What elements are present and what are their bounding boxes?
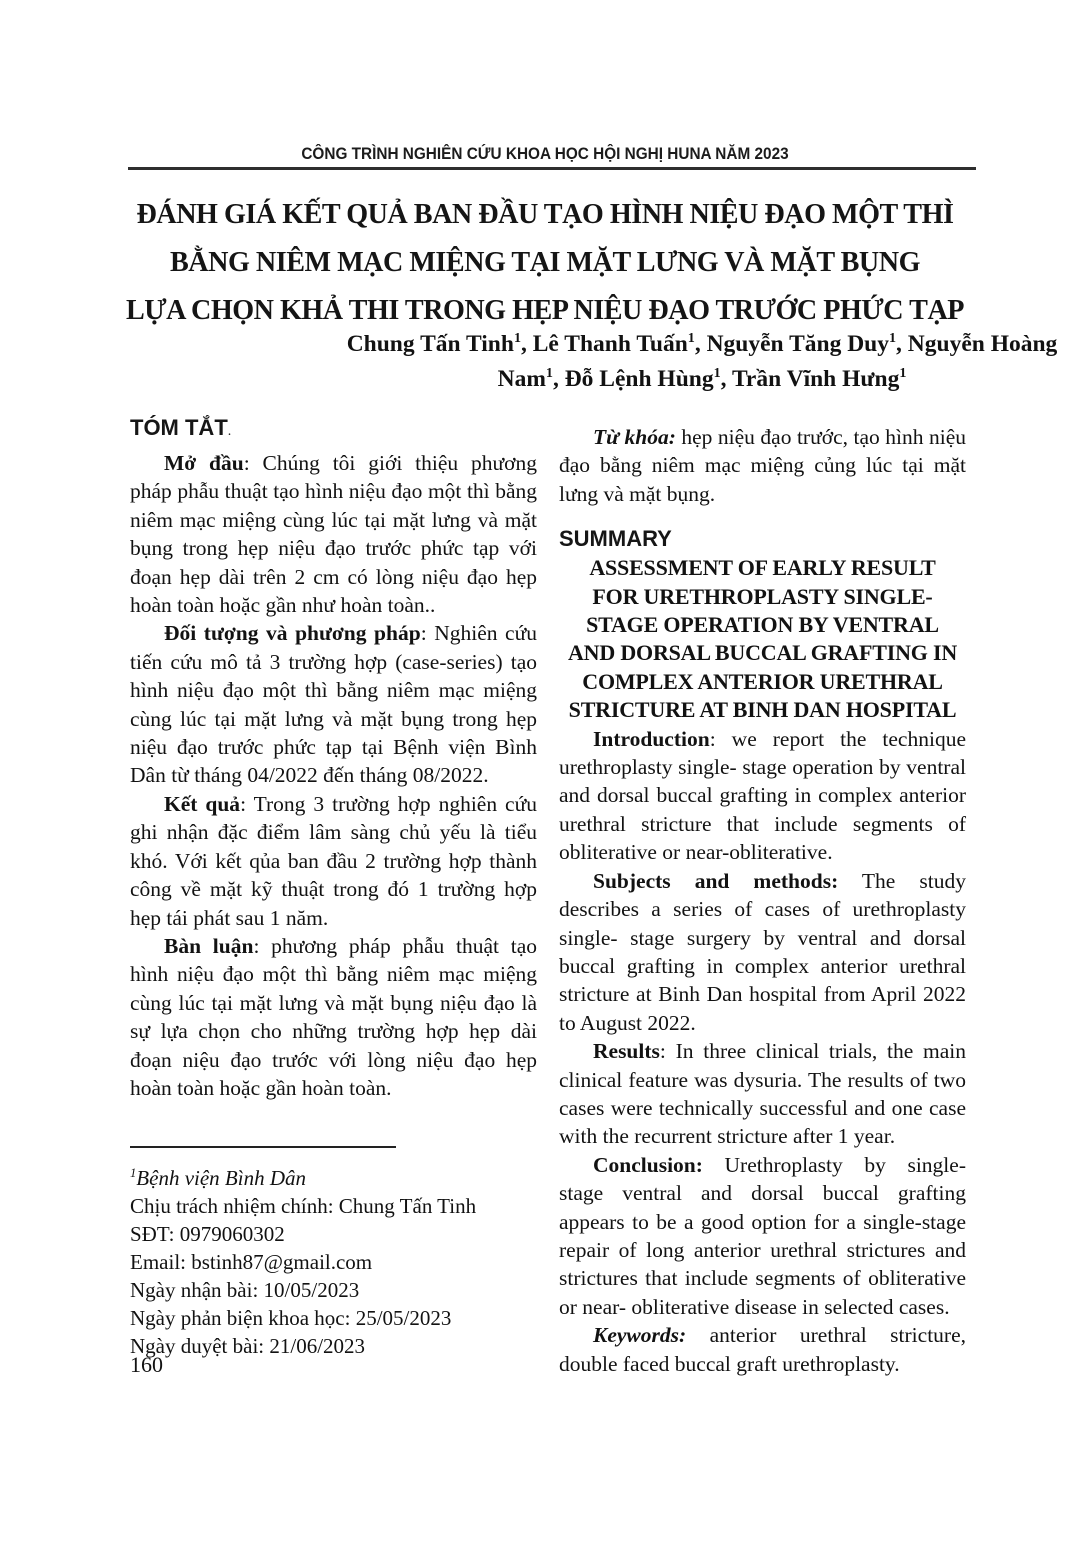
header-rule [128, 167, 976, 170]
paragraph-text: : phương pháp phẫu thuật tạo hình niệu đạo một thì bằng niêm mạc miệng cùng lúc tại mặt lưng và mặt bụng niệu đạo là sự lựa chọn cho những trường hợp hẹp dài đoạn niệu đạo trước với lòng niệu đạo hẹp hoàn toàn hoặc gần hoàn toàn. [130, 933, 537, 1100]
author-affiliation-mark: 1 [687, 330, 695, 347]
footnote-line: SĐT: 0979060302 [130, 1222, 285, 1247]
paragraph-conclusion [559, 1151, 966, 1321]
english-title-line: ASSESSMENT OF EARLY RESULT [589, 555, 936, 581]
paragraph-results [559, 1037, 966, 1151]
paragraph-doi-tuong [130, 619, 537, 789]
paragraph-label: Bàn luận [164, 933, 254, 958]
english-title-line: STRICTURE AT BINH DAN HOSPITAL [568, 697, 957, 723]
author-name: Lê Thanh Tuấn$^1$, [532, 330, 701, 357]
footnote-line: Ngày duyệt bài: 21/06/2023 [130, 1334, 366, 1359]
paragraph-subjects-methods [559, 867, 966, 1037]
author-affiliation-mark: 1 [513, 330, 521, 347]
authors-block [314, 327, 1090, 397]
paragraph-label: Keywords: [593, 1323, 687, 1348]
footnote-line: Email: bstinh87@gmail.com [130, 1250, 373, 1275]
article-title-line: BẰNG NIÊM MẠC MIỆNG TẠI MẶT LƯNG VÀ MẶT BỤNG [170, 246, 920, 278]
english-title-line: STAGE OPERATION BY VENTRAL [586, 612, 939, 638]
footnote-affiliation: $^1$Bệnh viện Bình Dân [130, 1166, 306, 1191]
paragraph-keywords [559, 1321, 966, 1378]
article-title-line: LỰA CHỌN KHẢ THI TRONG HẸP NIỆU ĐẠO TRƯỚC PHỨC TẠP [126, 294, 964, 326]
footnote-line: Ngày nhận bài: 10/05/2023 [130, 1278, 360, 1303]
paragraph-label: Conclusion: [593, 1152, 703, 1177]
paragraph-text: : Trong 3 trường hợp nghiên cứu ghi nhận đặc điểm lâm sàng chủ yếu là tiểu khó. Với kết qủa ban đầu 2 trường hợp thành công về mặt kỹ thuật trong đó 1 trường hợp hẹp tái phát sau 1 năm. [130, 791, 537, 930]
paragraph-ket-qua [130, 790, 537, 932]
paragraph-text: Urethroplasty by single- stage ventral and dorsal buccal grafting appears to be a good option for a single-stage repair of long anterior urethral strictures and strictures that include segments of obliterative or near- obliterative disease in selected cases. [559, 1152, 966, 1319]
paragraph-label: Từ khóa: [593, 425, 676, 449]
paragraph-text: : Nghiên cứu tiến cứu mô tả 3 trường hợp (case-series) tạo hình niệu đạo một thì bằng niêm mạc miệng cùng lúc tại mặt lưng và mặt bụng trong hẹp niệu đạo trước phức tạp tại Bệnh viện Bình Dân từ tháng 04/2022 đến tháng 08/2022. [130, 621, 537, 788]
paragraph-mo-dau [130, 449, 537, 619]
english-title-line: FOR URETHROPLASTY SINGLE- [592, 583, 933, 609]
paragraph-text: : Chúng tôi giới thiệu phương pháp phẫu thuật tạo hình niệu đạo một thì bằng niêm mạc miệng cùng lúc tại mặt lưng và mặt bụng trong hẹp niệu đạo trước phức tạp với đoạn hẹp dài trên 2 cm có lòng niệu đạo hẹp hoàn toàn hoặc gần như hoàn toàn.. [130, 451, 537, 618]
author-affiliation-mark: 1 [545, 365, 553, 382]
footnote-line: Chịu trách nhiệm chính: Chung Tấn Tinh [130, 1194, 477, 1219]
affiliation-mark: 1 [130, 1166, 137, 1181]
author-name: Nguyễn Tăng Duy$^1$, [706, 330, 902, 357]
author-affiliation-mark: 1 [899, 365, 907, 382]
page-number: 160 [130, 1352, 163, 1377]
author-name: Trần Vĩnh Hưng$^1$ [731, 365, 907, 392]
abstract-heading: TÓM TẮT. [130, 415, 232, 440]
right-column [559, 413, 966, 1378]
paragraph-label: Results [593, 1039, 660, 1064]
paragraph-ban-luan [130, 932, 537, 1102]
author-affiliation-mark: 1 [713, 365, 721, 382]
author-name: Chung Tấn Tinh$^1$, [346, 330, 527, 357]
article-title [0, 190, 1090, 334]
two-column-body [130, 413, 966, 1378]
paragraph-label: Introduction [593, 726, 710, 751]
paragraph-label: Subjects and methods: [593, 868, 839, 893]
paragraph-label: Kết quả [164, 791, 241, 816]
author-name: Đỗ Lệnh Hùng$^1$, [564, 365, 727, 392]
running-header-text: CÔNG TRÌNH NGHIÊN CỨU KHOA HỌC HỘI NGHỊ HUNA NĂM 2023 [301, 145, 789, 163]
paragraph-text: anterior urethral stricture, double faced buccal graft urethroplasty. [559, 1323, 966, 1376]
paragraph-text: : we report the technique urethroplasty single- stage operation by ventral and dorsal buccal grafting in complex anterior urethral stricture that include segments of obliterative or near-obliterative. [559, 726, 966, 865]
author-affiliation-mark: 1 [888, 330, 897, 347]
running-header [0, 145, 1090, 164]
paragraph-introduction [559, 725, 966, 867]
paragraph-text: The study describes a series of cases of urethroplasty single- stage surgery by ventral and dorsal buccal grafting in complex anterior urethral stricture at Binh Dan hospital from April 2022 to August 2022. [559, 868, 966, 1035]
paragraph-text: hẹp niệu đạo trước, tạo hình niệu đạo bằng niêm mạc miệng củng lúc tại mặt lưng và mặt bụng. [559, 425, 966, 506]
author-name: Nguyễn Hoàng Nam$^1$, [497, 331, 1058, 392]
paragraph-text: : In three clinical trials, the main clinical feature was dysuria. The results of two cases were technically successful and one case with the recurrent stricture after 1 year. [559, 1039, 966, 1149]
footnote-rule [130, 1146, 396, 1148]
paragraph-label: Đối tượng và phương pháp [164, 621, 421, 646]
footnote-line: Ngày phản biện khoa học: 25/05/2023 [130, 1306, 452, 1331]
english-title [559, 554, 966, 724]
english-title-line: AND DORSAL BUCCAL GRAFTING IN [567, 640, 958, 666]
left-column [130, 413, 537, 1360]
paragraph-label: Mở đầu [164, 451, 244, 475]
english-title-line: COMPLEX ANTERIOR URETHRAL [582, 668, 943, 694]
summary-heading: SUMMARY [559, 526, 672, 552]
paragraph-tu-khoa [559, 423, 966, 508]
article-title-line: ĐÁNH GIÁ KẾT QUẢ BAN ĐẦU TẠO HÌNH NIỆU ĐẠO MỘT THÌ [136, 198, 954, 230]
footnote-block [130, 1146, 537, 1360]
